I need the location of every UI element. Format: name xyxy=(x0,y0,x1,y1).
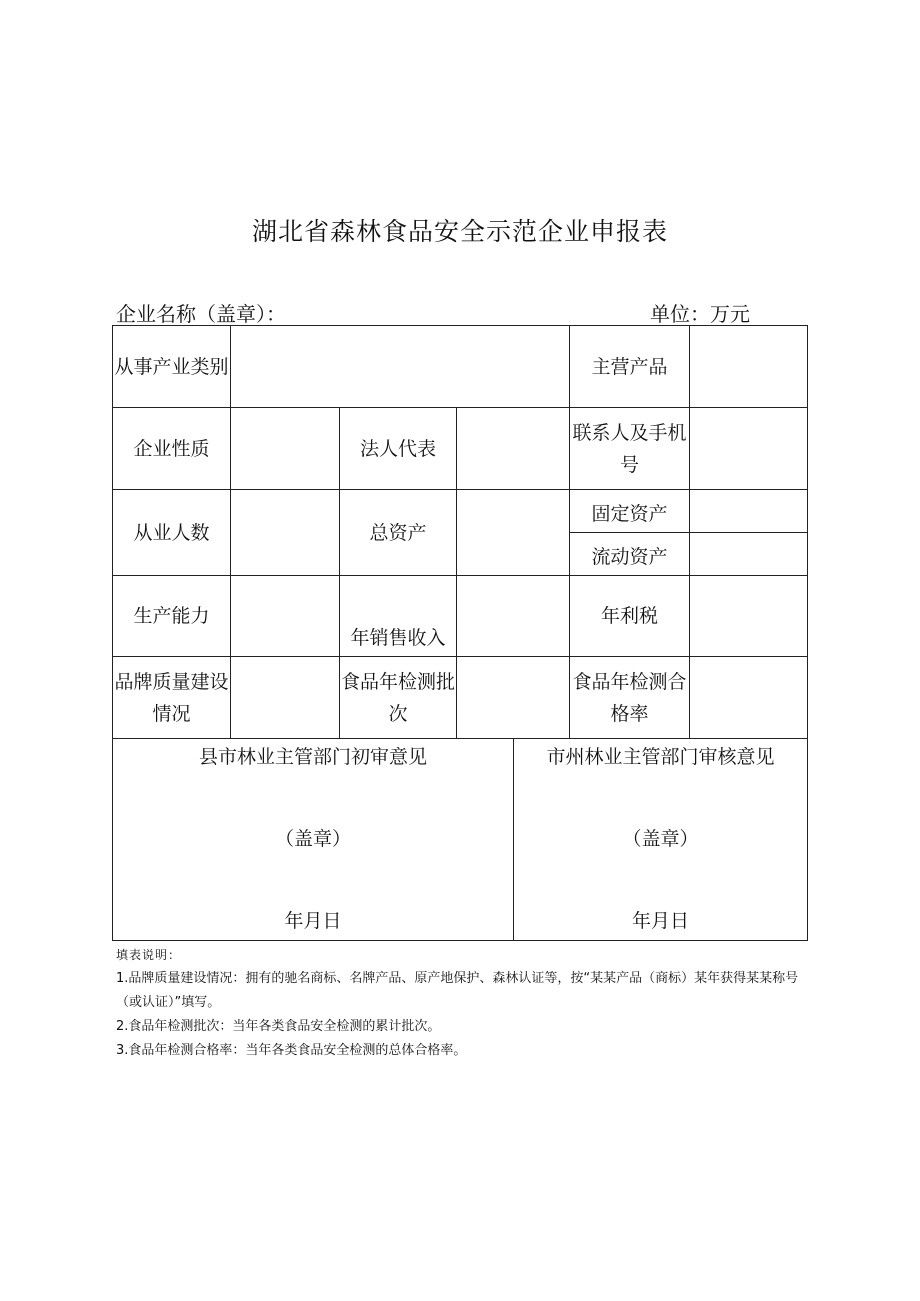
current-assets-label: 流动资产 xyxy=(570,533,690,576)
note-item: 2.食品年检测批次：当年各类食品安全检测的累计批次。 xyxy=(116,1019,441,1034)
city-date-label: 年月日 xyxy=(632,910,690,932)
brand-quality-input[interactable] xyxy=(231,657,340,739)
county-seal-label: （盖章） xyxy=(274,828,351,850)
county-opinion-cell[interactable] xyxy=(113,739,514,941)
application-form-table xyxy=(112,325,808,941)
form-row-opinions xyxy=(113,739,808,941)
company-name-label: 企业名称（盖章）： xyxy=(116,302,286,326)
pass-rate-input[interactable] xyxy=(690,657,808,739)
pass-rate-label: 食品年检测合格率 xyxy=(570,657,690,739)
inspection-batches-label: 食品年检测批次 xyxy=(340,657,457,739)
capacity-label: 生产能力 xyxy=(113,576,231,657)
main-product-label: 主营产品 xyxy=(570,326,690,408)
note-item: 3.食品年检测合格率：当年各类食品安全检测的总体合格率。 xyxy=(116,1043,467,1058)
city-seal-label: （盖章） xyxy=(622,828,699,850)
total-assets-input[interactable] xyxy=(457,490,570,576)
form-row-brand xyxy=(113,657,808,739)
enterprise-nature-input[interactable] xyxy=(231,408,340,490)
annual-tax-input[interactable] xyxy=(690,576,808,657)
county-opinion-label: 县市林业主管部门初审意见 xyxy=(198,746,427,768)
city-opinion-cell[interactable] xyxy=(514,739,808,941)
form-row-nature xyxy=(113,408,808,490)
main-product-input[interactable] xyxy=(690,326,808,408)
fixed-assets-label: 固定资产 xyxy=(570,490,690,533)
annual-tax-label: 年利税 xyxy=(570,576,690,657)
filling-notes xyxy=(116,943,816,1063)
current-assets-input[interactable] xyxy=(690,533,808,576)
industry-category-label: 从事产业类别 xyxy=(113,326,231,408)
city-opinion-label: 市州林业主管部门审核意见 xyxy=(546,746,775,768)
form-row-capacity xyxy=(113,576,808,657)
contact-phone-input[interactable] xyxy=(690,408,808,490)
unit-label: 单位：万元 xyxy=(650,302,750,326)
legal-rep-input[interactable] xyxy=(457,408,570,490)
note-item: 1.品牌质量建设情况：拥有的驰名商标、名牌产品、原产地保护、森林认证等，按“某某产品（商标）某年获得某某称号（或认证）”填写。 xyxy=(116,971,799,1010)
notes-heading: 填表说明： xyxy=(116,948,182,962)
legal-rep-label: 法人代表 xyxy=(340,408,457,490)
annual-sales-label: 年销售收入 xyxy=(340,576,457,657)
contact-phone-label: 联系人及手机号 xyxy=(570,408,690,490)
annual-sales-input[interactable] xyxy=(457,576,570,657)
fixed-assets-input[interactable] xyxy=(690,490,808,533)
enterprise-nature-label: 企业性质 xyxy=(113,408,231,490)
inspection-batches-input[interactable] xyxy=(457,657,570,739)
brand-quality-label: 品牌质量建设情况 xyxy=(113,657,231,739)
industry-category-input[interactable] xyxy=(231,326,570,408)
employees-input[interactable] xyxy=(231,490,340,576)
form-row-industry xyxy=(113,326,808,408)
form-row-employees xyxy=(113,490,808,533)
employees-label: 从业人数 xyxy=(113,490,231,576)
total-assets-label: 总资产 xyxy=(340,490,457,576)
capacity-input[interactable] xyxy=(231,576,340,657)
county-date-label: 年月日 xyxy=(284,910,342,932)
page-title: 湖北省森林食品安全示范企业申报表 xyxy=(251,217,668,246)
